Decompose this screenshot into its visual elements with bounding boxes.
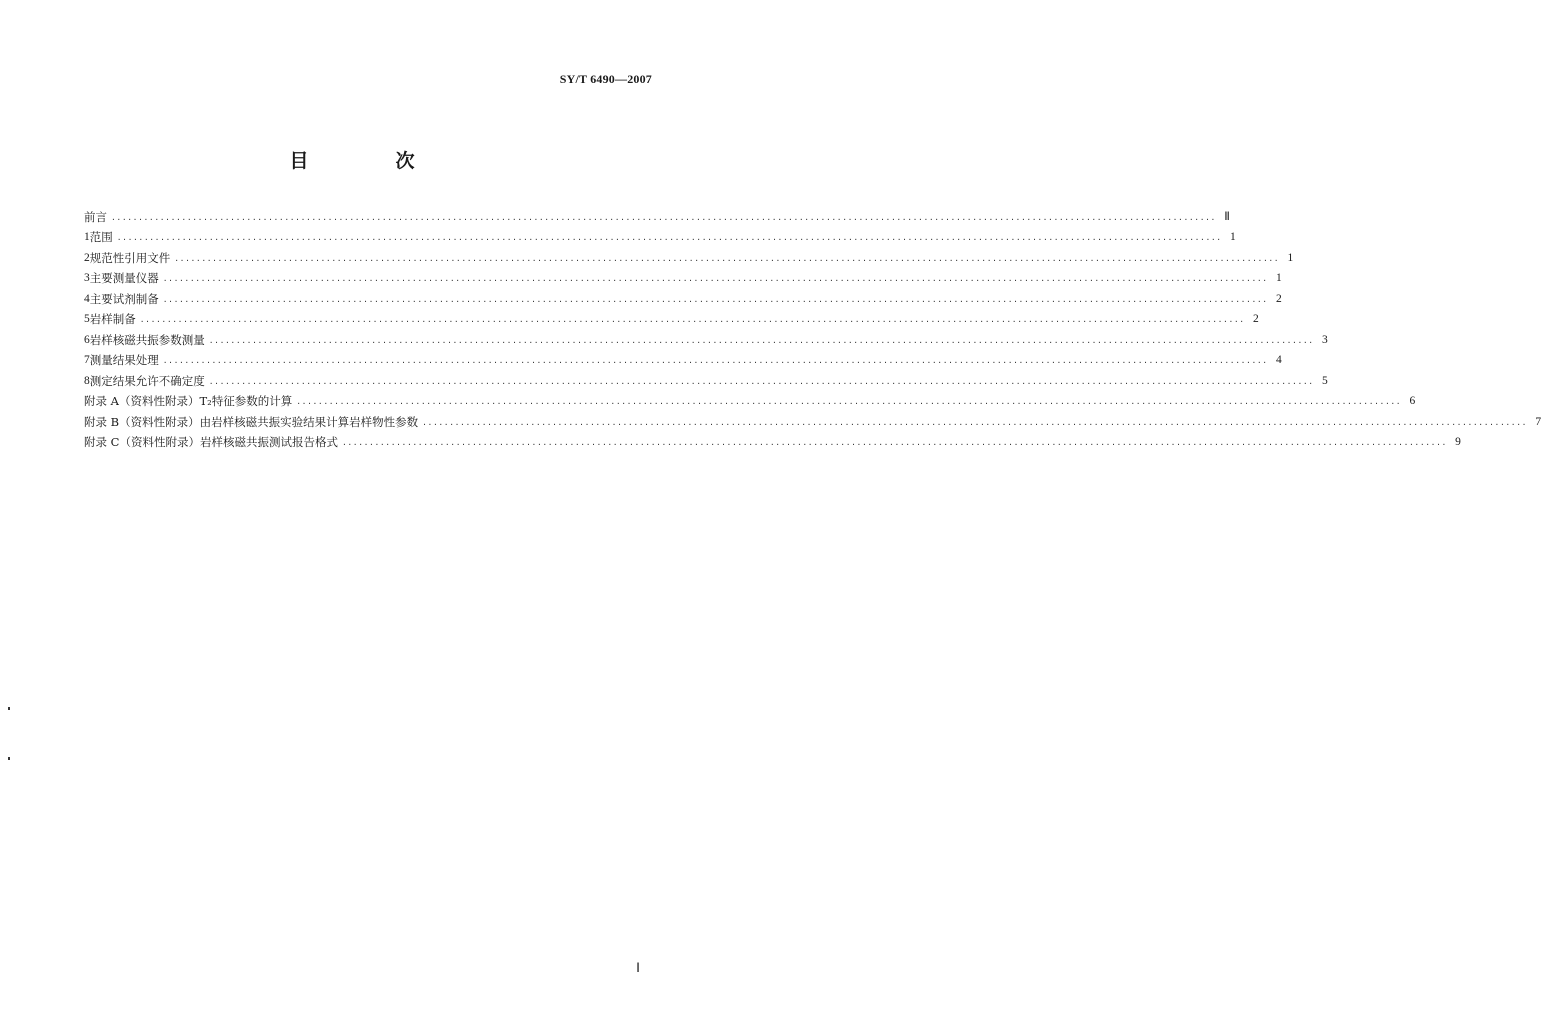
toc-entry-label: 前言 — [84, 209, 107, 224]
toc-appendix-prefix: 附录 B（资料性附录） — [84, 414, 200, 429]
toc-leader-dots: ............................................................................................................................................................................................................ — [162, 274, 1268, 283]
toc-leader-dots: ............................................................................................................................................................................................................ — [208, 335, 1314, 345]
toc-leader-dots: ............................................................................................................................................................................................................ — [116, 233, 1222, 242]
toc-entry-page: 9 — [1455, 436, 1461, 448]
toc-entry-8[interactable] — [84, 367, 1328, 388]
scan-speck — [8, 707, 10, 710]
toc-entry-appendix-c[interactable] — [84, 429, 1461, 450]
toc-leader-dots: ............................................................................................................................................................................................................ — [162, 356, 1268, 365]
toc-appendix-prefix: 附录 A（资料性附录） — [84, 394, 200, 408]
toc-entry-page: 5 — [1321, 374, 1328, 387]
toc-entry-label: 主要测量仪器 — [89, 271, 159, 285]
toc-leader-dots: ............................................................................................................................................................................................................ — [162, 294, 1268, 304]
toc-entry-page: 2 — [1252, 313, 1259, 325]
toc-entry-number: 6 — [84, 333, 90, 346]
toc-entry-label: 主要试剂制备 — [89, 291, 159, 306]
toc-entry-label: 测量结果处理 — [89, 353, 159, 367]
toc-entry-number: 5 — [84, 313, 90, 325]
toc-entry-page: 3 — [1321, 333, 1328, 346]
table-of-contents — [84, 203, 1541, 449]
toc-entry-label: 岩样制备 — [89, 312, 136, 326]
toc-entry-5[interactable] — [84, 306, 1259, 327]
toc-entry-2[interactable] — [84, 244, 1294, 265]
toc-entry-7[interactable] — [84, 347, 1282, 368]
toc-entry-appendix-b[interactable] — [84, 408, 1541, 429]
toc-entry-number: 7 — [84, 354, 90, 366]
page-number: Ⅰ — [636, 960, 640, 975]
toc-leader-dots: ............................................................................................................................................................................................................ — [111, 212, 1216, 222]
toc-leader-dots: ............................................................................................................................................................................................................ — [422, 417, 1528, 427]
toc-entry-page: 4 — [1275, 354, 1282, 366]
toc-leader-dots: ............................................................................................................................................................................................................ — [341, 438, 1447, 447]
toc-entry-number: 1 — [84, 231, 90, 243]
toc-leader-dots: ............................................................................................................................................................................................................ — [208, 376, 1314, 386]
toc-entry-label: 由岩样核磁共振实验结果计算岩样物性参数 — [199, 414, 419, 429]
toc-entry-3[interactable] — [84, 265, 1282, 286]
toc-entry-page: 7 — [1535, 415, 1541, 428]
toc-entry-page: Ⅱ — [1224, 210, 1230, 223]
toc-entry-label: 范围 — [89, 230, 113, 244]
toc-entry-label: 规范性引用文件 — [89, 250, 171, 265]
toc-leader-dots: ............................................................................................................................................................................................................ — [296, 397, 1402, 406]
toc-entry-6[interactable] — [84, 326, 1328, 347]
toc-entry-1[interactable] — [84, 224, 1236, 245]
standard-code: SY/T 6490—2007 — [559, 72, 652, 86]
toc-entry-label: 岩样核磁共振参数测量 — [89, 332, 205, 347]
toc-entry-page: 1 — [1229, 231, 1236, 243]
toc-entry-page: 6 — [1409, 395, 1416, 407]
toc-entry-number: 8 — [84, 374, 90, 387]
toc-entry-page: 1 — [1287, 251, 1294, 264]
toc-entry-page: 2 — [1275, 292, 1282, 305]
toc-entry-appendix-a[interactable] — [84, 388, 1416, 409]
toc-entry-label: 测定结果允许不确定度 — [89, 373, 205, 388]
toc-appendix-prefix: 附录 C（资料性附录） — [84, 435, 200, 449]
toc-entry-number: 2 — [84, 251, 90, 264]
toc-entry-number: 3 — [84, 272, 90, 284]
toc-leader-dots: ............................................................................................................................................................................................................ — [139, 315, 1245, 324]
toc-entry-label: T₂特征参数的计算 — [199, 394, 293, 408]
toc-entry-4[interactable] — [84, 285, 1282, 306]
toc-entry-foreword[interactable] — [84, 203, 1230, 224]
toc-entry-page: 1 — [1275, 272, 1282, 284]
scan-speck — [8, 757, 10, 760]
toc-entry-label: 岩样核磁共振测试报告格式 — [199, 435, 338, 449]
toc-entry-number: 4 — [84, 292, 90, 305]
toc-title: 目 次 — [289, 150, 449, 172]
toc-leader-dots: ............................................................................................................................................................................................................ — [174, 253, 1280, 263]
